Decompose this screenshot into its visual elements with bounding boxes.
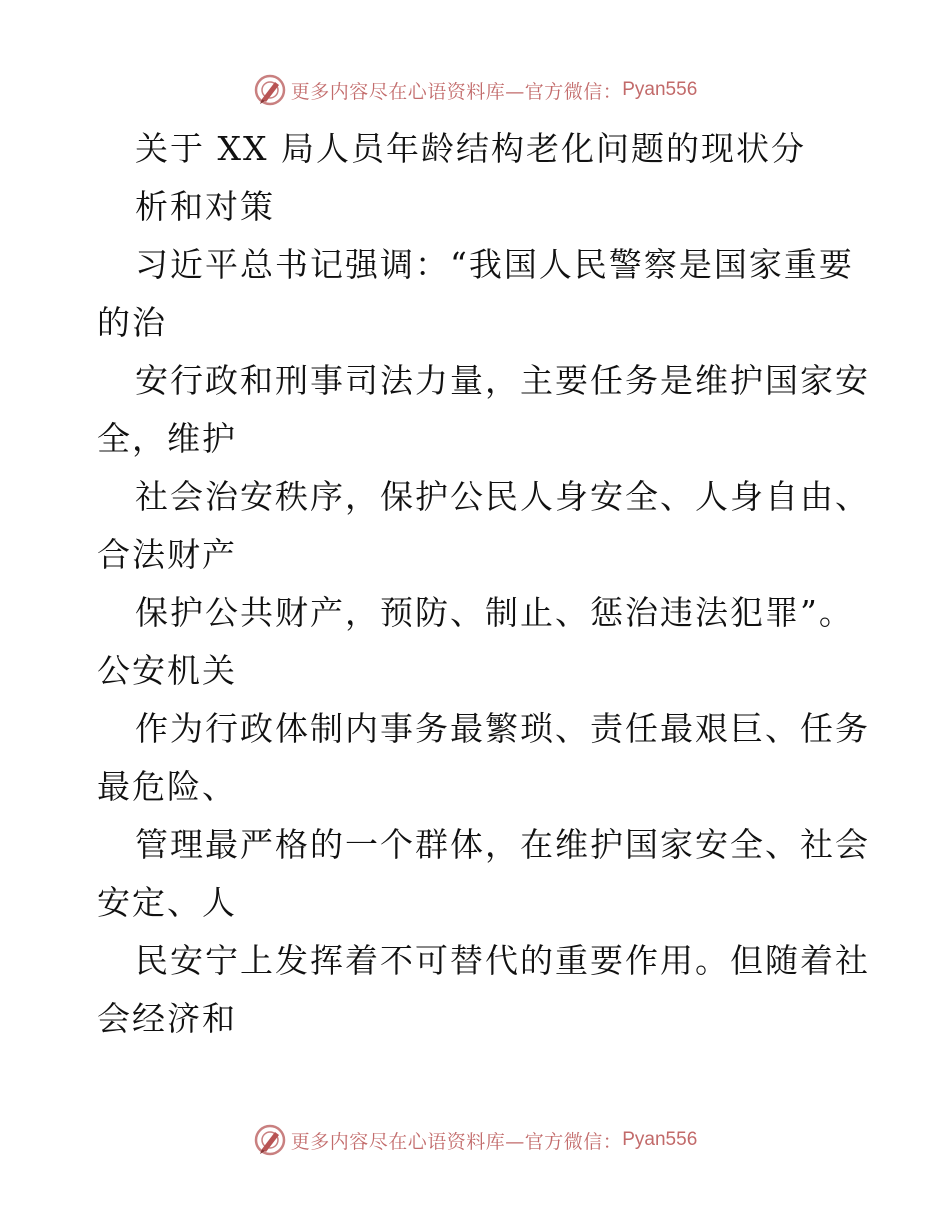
text-line: 保护公共财产，预防、制止、惩治违法犯罪”。	[135, 593, 854, 632]
text-line: 习近平总书记强调：“我国人民警察是国家重要	[135, 245, 854, 284]
text-line: 合法财产	[97, 535, 237, 574]
watermark-text: 更多内容尽在心语资料库—官方微信：	[290, 1130, 623, 1153]
text-line: 安定、人	[97, 883, 237, 922]
text-line: 关于 XX 局人员年龄结构老化问题的现状分	[135, 129, 806, 168]
text-line: 的治	[97, 303, 167, 342]
pen-logo-icon	[253, 1123, 287, 1157]
text-line: 最危险、	[97, 767, 237, 806]
watermark-wechat-id: Pyan556	[622, 1129, 698, 1150]
text-line: 会经济和	[97, 999, 237, 1038]
text-line: 社会治安秩序，保护公民人身安全、人身自由、	[135, 477, 870, 516]
watermark-wechat-id: Pyan556	[622, 79, 698, 100]
header-watermark	[0, 70, 950, 110]
text-line: 公安机关	[97, 651, 237, 690]
text-line: 安行政和刑事司法力量，主要任务是维护国家安	[135, 361, 870, 400]
footer-watermark	[0, 1120, 950, 1160]
text-line: 管理最严格的一个群体，在维护国家安全、社会	[135, 825, 870, 864]
text-line: 民安宁上发挥着不可替代的重要作用。但随着社	[135, 941, 870, 980]
text-line: 全，维护	[97, 419, 237, 458]
text-line: 析和对策	[135, 187, 275, 226]
text-line: 作为行政体制内事务最繁琐、责任最艰巨、任务	[135, 709, 870, 748]
watermark-text: 更多内容尽在心语资料库—官方微信：	[290, 80, 623, 103]
pen-logo-icon	[253, 73, 287, 107]
document-body	[97, 120, 870, 1048]
